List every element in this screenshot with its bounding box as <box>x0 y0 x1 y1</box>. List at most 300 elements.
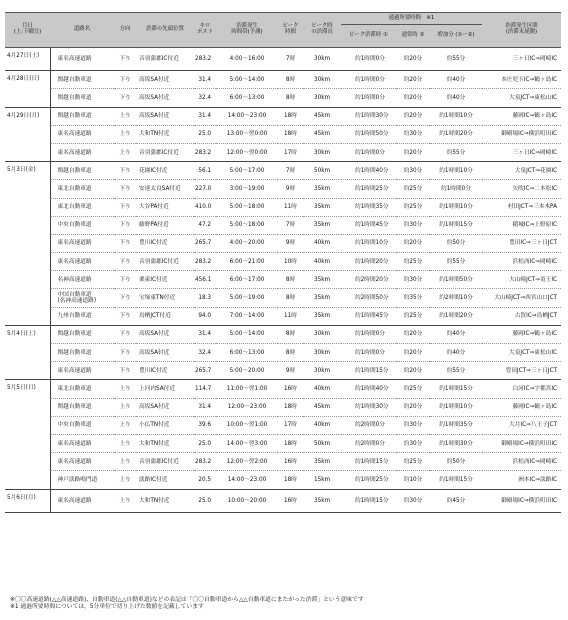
congestion-section-cell: 大山崎JCT⇒竜王IC <box>482 271 561 289</box>
head-location-cell: 宝塚東TN付近 <box>136 289 194 307</box>
peak-length-cell: 45km <box>303 125 341 143</box>
peak-travel-time-cell: 約1時間40分 <box>341 162 396 180</box>
congestion-section-cell: 矢吹IC⇒二本松IC <box>482 180 561 198</box>
kilopost-cell: 25.0 <box>194 434 216 452</box>
col-header-added-travel: 増加分 (①ー②) <box>430 25 482 48</box>
peak-length-cell: 40km <box>303 253 341 271</box>
time-window-cell: 6:00〜13:00 <box>216 89 278 107</box>
kilopost-cell: 283.2 <box>194 453 216 471</box>
peak-length-cell: 35km <box>303 198 341 216</box>
kilopost-cell: 31.4 <box>194 398 216 416</box>
congestion-table <box>5 12 561 513</box>
peak-length-cell: 35km <box>303 216 341 234</box>
col-header-section: 渋滞発生区間 (渋滞末尾側) <box>482 13 561 48</box>
direction-cell: 上り <box>114 416 136 434</box>
table-row <box>5 143 561 161</box>
normal-travel-time-cell: 約20分 <box>396 107 430 125</box>
col-header-direction: 方向 <box>114 13 136 48</box>
normal-travel-time-cell: 約20分 <box>396 89 430 107</box>
congestion-section-cell: 浜松西IC⇒岡崎IC <box>482 253 561 271</box>
direction-cell: 下り <box>114 89 136 107</box>
peak-time-cell: 10時 <box>278 253 303 271</box>
kilopost-cell: 18.3 <box>194 289 216 307</box>
kilopost-cell: 20.5 <box>194 471 216 489</box>
added-travel-time-cell: 約50分 <box>430 234 482 252</box>
time-window-cell: 10:00〜20:00 <box>216 489 278 512</box>
congestion-section-cell: 三ヶ日IC⇒岡崎IC <box>482 143 561 161</box>
congestion-section-cell: 御殿場IC⇒横浜町田IC <box>482 125 561 143</box>
peak-time-cell: 7時 <box>278 216 303 234</box>
date-cell: 5月3日(金) <box>5 162 50 326</box>
normal-travel-time-cell: 約25分 <box>396 453 430 471</box>
time-window-cell: 5:00〜14:00 <box>216 71 278 89</box>
normal-travel-time-cell: 約30分 <box>396 216 430 234</box>
direction-cell: 上り <box>114 453 136 471</box>
peak-travel-time-cell: 約1時間0分 <box>341 48 396 71</box>
road-name-cell: 東名高速道路 <box>50 143 114 161</box>
peak-travel-time-cell: 約2時間0分 <box>341 434 396 452</box>
peak-length-cell: 40km <box>303 380 341 398</box>
peak-travel-time-cell: 約1時間30分 <box>341 398 396 416</box>
congestion-section-cell: 御殿場IC⇒横浜町田IC <box>482 434 561 452</box>
head-location-cell: 淡路IC付近 <box>136 471 194 489</box>
congestion-section-cell: 御殿場IC⇒横浜町田IC <box>482 489 561 512</box>
congestion-section-cell: 本庄児玉IC⇒鶴ヶ島IC <box>482 71 561 89</box>
time-window-cell: 4:00〜16:00 <box>216 48 278 71</box>
added-travel-time-cell: 約2時間10分 <box>430 289 482 307</box>
time-window-cell: 12:00〜翌0:00 <box>216 143 278 161</box>
date-cell: 4月29日(月) <box>5 107 50 162</box>
kilopost-cell: 56.1 <box>194 162 216 180</box>
direction-cell: 下り <box>114 198 136 216</box>
time-window-cell: 5:00〜18:00 <box>216 216 278 234</box>
table-row <box>5 162 561 180</box>
peak-travel-time-cell: 約1時間45分 <box>341 307 396 325</box>
kilopost-cell: 94.0 <box>194 307 216 325</box>
peak-time-cell: 8時 <box>278 71 303 89</box>
peak-length-cell: 35km <box>303 453 341 471</box>
peak-travel-time-cell: 約1時間15分 <box>341 362 396 380</box>
peak-time-cell: 16時 <box>278 453 303 471</box>
kilopost-cell: 410.0 <box>194 198 216 216</box>
congestion-section-cell: 浜松西IC⇒岡崎IC <box>482 453 561 471</box>
peak-length-cell: 35km <box>303 307 341 325</box>
peak-length-cell: 50km <box>303 434 341 452</box>
direction-cell: 上り <box>114 380 136 398</box>
kilopost-cell: 31.4 <box>194 71 216 89</box>
peak-travel-time-cell: 約1時間25分 <box>341 180 396 198</box>
normal-travel-time-cell: 約10分 <box>396 471 430 489</box>
peak-time-cell: 16時 <box>278 380 303 398</box>
kilopost-cell: 283.2 <box>194 253 216 271</box>
direction-cell: 下り <box>114 216 136 234</box>
col-header-date: 月日 (上:下曜日) <box>5 13 50 48</box>
time-window-cell: 5:00〜14:00 <box>216 325 278 343</box>
normal-travel-time-cell: 約20分 <box>396 48 430 71</box>
table-row <box>5 471 561 489</box>
head-location-cell: 音羽蒲郡IC付近 <box>136 48 194 71</box>
peak-length-cell: 30km <box>303 362 341 380</box>
peak-travel-time-cell: 約1時間15分 <box>341 453 396 471</box>
direction-cell: 上り <box>114 125 136 143</box>
road-name-cell: 東名高速道路 <box>50 125 114 143</box>
direction-cell: 上り <box>114 143 136 161</box>
road-name-cell: 中国自動車道 (名神高速道路) <box>50 289 114 307</box>
kilopost-cell: 227.0 <box>194 180 216 198</box>
congestion-section-cell: 稲城IC⇒上野原IC <box>482 216 561 234</box>
peak-time-cell: 7時 <box>278 48 303 71</box>
time-window-cell: 7:00〜14:00 <box>216 307 278 325</box>
table-row <box>5 380 561 398</box>
peak-time-cell: 8時 <box>278 325 303 343</box>
time-window-cell: 13:00〜翌0:00 <box>216 125 278 143</box>
table-row <box>5 398 561 416</box>
kilopost-cell: 39.6 <box>194 416 216 434</box>
head-location-cell: 高坂SA付近 <box>136 398 194 416</box>
col-header-peak-length: ピーク時 の渋滞長 <box>303 13 341 48</box>
congestion-forecast-sheet <box>5 12 561 513</box>
direction-cell: 下り <box>114 344 136 362</box>
added-travel-time-cell: 約45分 <box>430 489 482 512</box>
table-row <box>5 453 561 471</box>
peak-time-cell: 18時 <box>278 125 303 143</box>
time-window-cell: 12:00〜23:00 <box>216 398 278 416</box>
head-location-cell: 高坂SA付近 <box>136 344 194 362</box>
normal-travel-time-cell: 約30分 <box>396 271 430 289</box>
peak-length-cell: 35km <box>303 289 341 307</box>
peak-travel-time-cell: 約1時間0分 <box>341 89 396 107</box>
head-location-cell: 高坂SA付近 <box>136 107 194 125</box>
head-location-cell: 花園IC付近 <box>136 162 194 180</box>
time-window-cell: 14:00〜翌3:00 <box>216 434 278 452</box>
time-window-cell: 5:00〜17:00 <box>216 162 278 180</box>
direction-cell: 下り <box>114 289 136 307</box>
footnote-2: ※1 通過所要時間については、5分単位で切り上げた数値を記載しています <box>10 604 204 610</box>
head-location-cell: 大和TN付近 <box>136 489 194 512</box>
kilopost-cell: 32.4 <box>194 344 216 362</box>
table-row <box>5 198 561 216</box>
road-name-cell: 東北自動車道 <box>50 180 114 198</box>
peak-travel-time-cell: 約1時間30分 <box>341 107 396 125</box>
direction-cell: 下り <box>114 71 136 89</box>
head-location-cell: 音羽蒲郡IC付近 <box>136 253 194 271</box>
peak-length-cell: 30km <box>303 325 341 343</box>
congestion-section-cell: 藤岡IC⇒鶴ヶ島IC <box>482 325 561 343</box>
table-row <box>5 107 561 125</box>
added-travel-time-cell: 約1時間10分 <box>430 198 482 216</box>
road-name-cell: 関越自動車道 <box>50 325 114 343</box>
peak-travel-time-cell: 約1時間45分 <box>341 216 396 234</box>
road-name-cell: 東名高速道路 <box>50 253 114 271</box>
kilopost-cell: 31.4 <box>194 325 216 343</box>
peak-time-cell: 17時 <box>278 143 303 161</box>
road-name-cell: 神戸淡路鳴門道 <box>50 471 114 489</box>
table-row <box>5 416 561 434</box>
direction-cell: 下り <box>114 234 136 252</box>
added-travel-time-cell: 約40分 <box>430 89 482 107</box>
direction-cell: 上り <box>114 471 136 489</box>
table-row <box>5 89 561 107</box>
peak-length-cell: 30km <box>303 143 341 161</box>
direction-cell: 上り <box>114 489 136 512</box>
peak-travel-time-cell: 約1時間0分 <box>341 344 396 362</box>
col-header-peak-travel: ピーク渋滞時 ① <box>341 25 396 48</box>
added-travel-time-cell: 約50分 <box>430 453 482 471</box>
added-travel-time-cell: 約40分 <box>430 71 482 89</box>
peak-time-cell: 8時 <box>278 344 303 362</box>
col-header-time-window: 渋滞発生 時間帯(予測) <box>216 13 278 48</box>
table-row <box>5 307 561 325</box>
peak-time-cell: 18時 <box>278 107 303 125</box>
kilopost-cell: 25.0 <box>194 489 216 512</box>
congestion-section-cell: 三ヶ日IC⇒岡崎IC <box>482 48 561 71</box>
added-travel-time-cell: 約1時間15分 <box>430 471 482 489</box>
road-name-cell: 関越自動車道 <box>50 107 114 125</box>
road-name-cell: 九州自動車道 <box>50 307 114 325</box>
road-name-cell: 東北自動車道 <box>50 380 114 398</box>
time-window-cell: 5:00〜20:00 <box>216 362 278 380</box>
road-name-cell: 中央自動車道 <box>50 416 114 434</box>
peak-length-cell: 35km <box>303 180 341 198</box>
added-travel-time-cell: 約40分 <box>430 325 482 343</box>
added-travel-time-cell: 約1時間15分 <box>430 216 482 234</box>
time-window-cell: 6:00〜13:00 <box>216 344 278 362</box>
head-location-cell: 安達太良SA付近 <box>136 180 194 198</box>
date-cell: 5月6日(月) <box>5 489 50 512</box>
road-name-cell: 東北自動車道 <box>50 198 114 216</box>
added-travel-time-cell: 約1時間10分 <box>430 398 482 416</box>
head-location-cell: 音羽蒲郡IC付近 <box>136 143 194 161</box>
peak-time-cell: 9時 <box>278 362 303 380</box>
direction-cell: 下り <box>114 362 136 380</box>
peak-travel-time-cell: 約1時間25分 <box>341 471 396 489</box>
direction-cell: 下り <box>114 253 136 271</box>
table-row <box>5 289 561 307</box>
peak-travel-time-cell: 約1時間20分 <box>341 253 396 271</box>
footnotes <box>10 597 560 611</box>
peak-time-cell: 17時 <box>278 416 303 434</box>
added-travel-time-cell: 約55分 <box>430 253 482 271</box>
normal-travel-time-cell: 約30分 <box>396 125 430 143</box>
col-header-head-location: 渋滞の先頭位置 <box>136 13 194 48</box>
time-window-cell: 5:00〜19:00 <box>216 289 278 307</box>
kilopost-cell: 283.2 <box>194 48 216 71</box>
added-travel-time-cell: 約1時間35分 <box>430 416 482 434</box>
peak-travel-time-cell: 約2時間20分 <box>341 271 396 289</box>
congestion-section-cell: 大泉JCT⇒東松山IC <box>482 344 561 362</box>
peak-time-cell: 18時 <box>278 471 303 489</box>
col-header-normal-travel: 通常時 ② <box>396 25 430 48</box>
congestion-section-cell: 大山崎JCT⇒西宮山口JCT <box>482 289 561 307</box>
peak-travel-time-cell: 約2時間50分 <box>341 289 396 307</box>
added-travel-time-cell: 約1時間50分 <box>430 271 482 289</box>
kilopost-cell: 456.1 <box>194 271 216 289</box>
table-row <box>5 71 561 89</box>
direction-cell: 下り <box>114 325 136 343</box>
table-row <box>5 216 561 234</box>
congestion-section-cell: 洲本IC⇒淡路IC <box>482 471 561 489</box>
peak-time-cell: 8時 <box>278 289 303 307</box>
added-travel-time-cell: 約1時間10分 <box>430 107 482 125</box>
time-window-cell: 10:00〜翌1:00 <box>216 416 278 434</box>
normal-travel-time-cell: 約20分 <box>396 234 430 252</box>
head-location-cell: 栗東IC付近 <box>136 271 194 289</box>
normal-travel-time-cell: 約25分 <box>396 180 430 198</box>
head-location-cell: 豊川IC付近 <box>136 362 194 380</box>
congestion-section-cell: 豊田IC⇒三ヶ日JCT <box>482 234 561 252</box>
table-row <box>5 253 561 271</box>
peak-time-cell: 8時 <box>278 89 303 107</box>
congestion-section-cell: 大月IC⇒八王子JCT <box>482 416 561 434</box>
peak-time-cell: 8時 <box>278 271 303 289</box>
peak-time-cell: 9時 <box>278 234 303 252</box>
road-name-cell: 関越自動車道 <box>50 89 114 107</box>
table-row <box>5 489 561 512</box>
peak-travel-time-cell: 約1時間15分 <box>341 489 396 512</box>
kilopost-cell: 265.7 <box>194 362 216 380</box>
kilopost-cell: 283.2 <box>194 143 216 161</box>
head-location-cell: 藤野PA付近 <box>136 216 194 234</box>
congestion-section-cell: 古賀IC⇒鳥栖JCT <box>482 307 561 325</box>
peak-travel-time-cell: 約1時間35分 <box>341 198 396 216</box>
direction-cell: 下り <box>114 162 136 180</box>
peak-time-cell: 18時 <box>278 434 303 452</box>
peak-time-cell: 7時 <box>278 162 303 180</box>
normal-travel-time-cell: 約30分 <box>396 434 430 452</box>
normal-travel-time-cell: 約35分 <box>396 289 430 307</box>
table-row <box>5 434 561 452</box>
direction-cell: 下り <box>114 180 136 198</box>
kilopost-cell: 31.4 <box>194 107 216 125</box>
added-travel-time-cell: 約1時間20分 <box>430 307 482 325</box>
time-window-cell: 6:00〜21:00 <box>216 253 278 271</box>
peak-travel-time-cell: 約1時間40分 <box>341 380 396 398</box>
date-cell: 5月4日(土) <box>5 325 50 380</box>
table-row <box>5 48 561 71</box>
congestion-section-cell: 藤岡IC⇒鶴ヶ島IC <box>482 107 561 125</box>
kilopost-cell: 25.0 <box>194 125 216 143</box>
kilopost-cell: 265.7 <box>194 234 216 252</box>
table-row <box>5 234 561 252</box>
table-row <box>5 271 561 289</box>
congestion-section-cell: 豊田JCT⇒三ヶ日JCT <box>482 362 561 380</box>
added-travel-time-cell: 約1時間30分 <box>430 434 482 452</box>
congestion-section-cell: 大泉JCT⇒東松山IC <box>482 89 561 107</box>
time-window-cell: 3:00〜19:00 <box>216 180 278 198</box>
time-window-cell: 5:00〜18:00 <box>216 198 278 216</box>
table-row <box>5 325 561 343</box>
road-name-cell: 東名高速道路 <box>50 234 114 252</box>
road-name-cell: 関越自動車道 <box>50 162 114 180</box>
kilopost-cell: 32.4 <box>194 89 216 107</box>
peak-length-cell: 45km <box>303 398 341 416</box>
road-name-cell: 東名高速道路 <box>50 362 114 380</box>
added-travel-time-cell: 約1時間0分 <box>430 180 482 198</box>
peak-time-cell: 11時 <box>278 198 303 216</box>
footnote-1: ※〇〇高速道路(△△高速道路)、自動車道(△△自動車道)などの表記は「〇〇自動車道から△△自動車道にまたがった渋滞」という意味です <box>10 597 364 603</box>
added-travel-time-cell: 約55分 <box>430 362 482 380</box>
peak-length-cell: 35km <box>303 489 341 512</box>
head-location-cell: 高坂SA付近 <box>136 325 194 343</box>
date-cell: 5月5日(日) <box>5 380 50 489</box>
peak-travel-time-cell: 約1時間50分 <box>341 125 396 143</box>
table-row <box>5 362 561 380</box>
table-row <box>5 180 561 198</box>
normal-travel-time-cell: 約25分 <box>396 198 430 216</box>
normal-travel-time-cell: 約25分 <box>396 307 430 325</box>
added-travel-time-cell: 約1時間10分 <box>430 162 482 180</box>
peak-length-cell: 40km <box>303 234 341 252</box>
peak-time-cell: 16時 <box>278 489 303 512</box>
road-name-cell: 関越自動車道 <box>50 344 114 362</box>
added-travel-time-cell: 約40分 <box>430 344 482 362</box>
time-window-cell: 6:00〜17:00 <box>216 271 278 289</box>
direction-cell: 上り <box>114 107 136 125</box>
head-location-cell: 高坂SA付近 <box>136 71 194 89</box>
peak-time-cell: 9時 <box>278 180 303 198</box>
road-name-cell: 東名高速道路 <box>50 489 114 512</box>
peak-length-cell: 15km <box>303 471 341 489</box>
peak-length-cell: 30km <box>303 71 341 89</box>
added-travel-time-cell: 約55分 <box>430 143 482 161</box>
direction-cell: 下り <box>114 271 136 289</box>
date-cell: 4月27日(土) <box>5 48 50 71</box>
table-header-row <box>5 13 561 25</box>
road-name-cell: 東名高速道路 <box>50 48 114 71</box>
time-window-cell: 11:00〜翌1:00 <box>216 380 278 398</box>
congestion-section-cell: 藤岡IC⇒鶴ヶ島IC <box>482 398 561 416</box>
head-location-cell: 上河内SA付近 <box>136 380 194 398</box>
peak-travel-time-cell: 約2時間0分 <box>341 416 396 434</box>
peak-length-cell: 30km <box>303 89 341 107</box>
normal-travel-time-cell: 約20分 <box>396 344 430 362</box>
normal-travel-time-cell: 約20分 <box>396 71 430 89</box>
peak-length-cell: 40km <box>303 416 341 434</box>
col-header-road: 道路名 <box>50 13 114 48</box>
normal-travel-time-cell: 約20分 <box>396 362 430 380</box>
peak-time-cell: 11時 <box>278 307 303 325</box>
congestion-section-cell: 村田JCT⇒三本木PA <box>482 198 561 216</box>
time-window-cell: 14:00〜23:00 <box>216 471 278 489</box>
normal-travel-time-cell: 約20分 <box>396 398 430 416</box>
normal-travel-time-cell: 約25分 <box>396 253 430 271</box>
peak-length-cell: 50km <box>303 162 341 180</box>
direction-cell: 下り <box>114 307 136 325</box>
head-location-cell: 音羽蒲郡IC付近 <box>136 453 194 471</box>
added-travel-time-cell: 約1時間20分 <box>430 125 482 143</box>
head-location-cell: 小仏TN付近 <box>136 416 194 434</box>
head-location-cell: 豊川IC付近 <box>136 234 194 252</box>
road-name-cell: 関越自動車道 <box>50 398 114 416</box>
direction-cell: 上り <box>114 434 136 452</box>
peak-travel-time-cell: 約1時間0分 <box>341 143 396 161</box>
head-location-cell: 大谷PA付近 <box>136 198 194 216</box>
head-location-cell: 鳥栖JCT付近 <box>136 307 194 325</box>
col-header-peak-time: ピーク 時間 <box>278 13 303 48</box>
table-row <box>5 344 561 362</box>
peak-travel-time-cell: 約1時間0分 <box>341 325 396 343</box>
col-header-travel-time-group: 通過所要時間 ※1 <box>341 13 482 25</box>
added-travel-time-cell: 約55分 <box>430 48 482 71</box>
date-cell: 4月28日(日) <box>5 71 50 107</box>
col-header-kilopost: キロ ポスト <box>194 13 216 48</box>
direction-cell: 下り <box>114 48 136 71</box>
congestion-section-cell: 白河IC⇒宇都宮IC <box>482 380 561 398</box>
normal-travel-time-cell: 約30分 <box>396 489 430 512</box>
kilopost-cell: 114.7 <box>194 380 216 398</box>
road-name-cell: 関越自動車道 <box>50 71 114 89</box>
direction-cell: 上り <box>114 398 136 416</box>
